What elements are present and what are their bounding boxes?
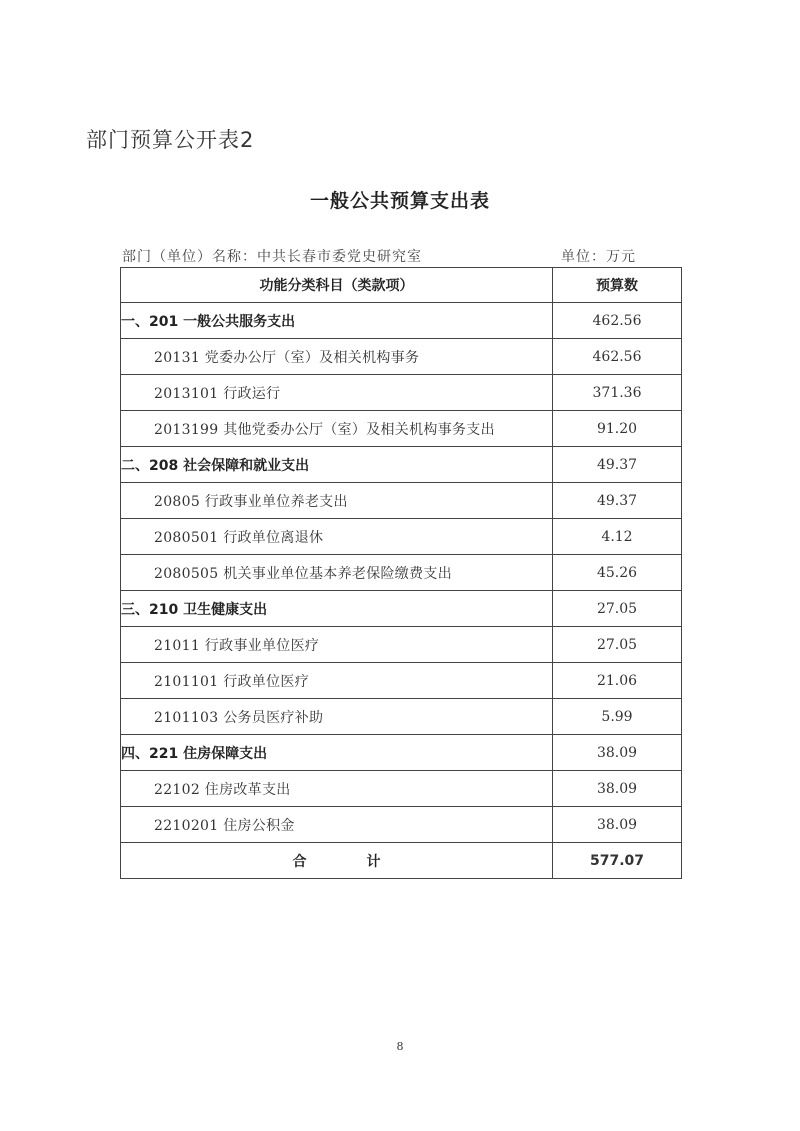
row-value: 49.37	[553, 483, 682, 519]
table-row	[121, 627, 682, 663]
table-row	[121, 699, 682, 735]
row-name: 20131 党委办公厅（室）及相关机构事务	[121, 339, 553, 375]
total-label	[121, 843, 553, 879]
row-value: 462.56	[553, 303, 682, 339]
total-label-left: 合	[292, 853, 307, 870]
table-row	[121, 303, 682, 339]
document-heading: 部门预算公开表2	[86, 128, 255, 152]
row-name: 四、221 住房保障支出	[121, 735, 553, 771]
row-name: 2080505 机关事业单位基本养老保险缴费支出	[121, 555, 553, 591]
table-row	[121, 447, 682, 483]
total-row	[121, 843, 682, 879]
row-value: 38.09	[553, 807, 682, 843]
page-number: 8	[396, 1040, 404, 1053]
row-name: 二、208 社会保障和就业支出	[121, 447, 553, 483]
table-row	[121, 555, 682, 591]
total-value: 577.07	[553, 843, 682, 879]
table-header-row	[121, 268, 682, 303]
row-value: 462.56	[553, 339, 682, 375]
row-name: 2013101 行政运行	[121, 375, 553, 411]
row-value: 49.37	[553, 447, 682, 483]
table-row	[121, 807, 682, 843]
table-row	[121, 339, 682, 375]
row-value: 4.12	[553, 519, 682, 555]
table-row	[121, 519, 682, 555]
row-value: 38.09	[553, 771, 682, 807]
column-header-name: 功能分类科目（类款项）	[121, 268, 553, 303]
row-name: 20805 行政事业单位养老支出	[121, 483, 553, 519]
table-row	[121, 375, 682, 411]
row-name: 22102 住房改革支出	[121, 771, 553, 807]
row-value: 45.26	[553, 555, 682, 591]
unit-label: 单位：万元	[561, 249, 636, 265]
table-title: 一般公共预算支出表	[309, 190, 490, 212]
row-name: 21011 行政事业单位医疗	[121, 627, 553, 663]
table-row	[121, 591, 682, 627]
row-value: 38.09	[553, 735, 682, 771]
row-name: 2210201 住房公积金	[121, 807, 553, 843]
row-name: 2013199 其他党委办公厅（室）及相关机构事务支出	[121, 411, 553, 447]
table-row	[121, 771, 682, 807]
table-row	[121, 663, 682, 699]
row-value: 21.06	[553, 663, 682, 699]
budget-table	[120, 267, 682, 879]
row-value: 5.99	[553, 699, 682, 735]
row-name: 一、201 一般公共服务支出	[121, 303, 553, 339]
row-value: 27.05	[553, 627, 682, 663]
row-value: 27.05	[553, 591, 682, 627]
row-name: 2101103 公务员医疗补助	[121, 699, 553, 735]
table-row	[121, 483, 682, 519]
column-header-value: 预算数	[553, 268, 682, 303]
table-body	[121, 303, 682, 843]
table-row	[121, 411, 682, 447]
row-value: 91.20	[553, 411, 682, 447]
row-value: 371.36	[553, 375, 682, 411]
row-name: 2101101 行政单位医疗	[121, 663, 553, 699]
table-row	[121, 735, 682, 771]
row-name: 三、210 卫生健康支出	[121, 591, 553, 627]
department-name: 部门（单位）名称：中共长春市委党史研究室	[122, 249, 422, 265]
total-label-right: 计	[366, 853, 381, 870]
row-name: 2080501 行政单位离退休	[121, 519, 553, 555]
